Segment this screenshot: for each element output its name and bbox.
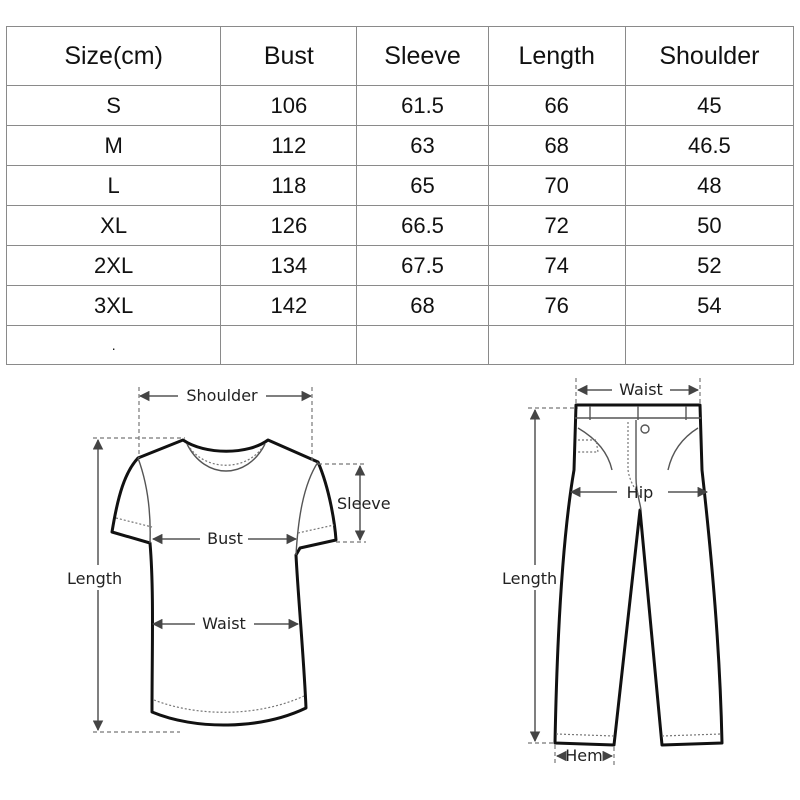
right-armhole-seam: [296, 462, 318, 555]
cell-bust: 106: [221, 86, 357, 126]
pants-outline: [555, 405, 722, 745]
sleeve-label: Sleeve: [337, 494, 391, 513]
cell-shoulder: 46.5: [625, 126, 793, 166]
right-sleeve-hem: [298, 525, 334, 533]
left-sleeve-hem: [116, 518, 152, 527]
header-size: Size(cm): [7, 27, 221, 86]
hem-label: Hem: [565, 746, 603, 765]
header-sleeve: Sleeve: [357, 27, 488, 86]
cell-sleeve: 68: [357, 286, 488, 326]
header-length: Length: [488, 27, 625, 86]
cell-length: 68: [488, 126, 625, 166]
cell-size: M: [7, 126, 221, 166]
cell-shoulder: 52: [625, 246, 793, 286]
cell-bust: 112: [221, 126, 357, 166]
bust-label: Bust: [207, 529, 243, 548]
hip-label: Hip: [626, 483, 654, 502]
pants-waist-label: Waist: [619, 380, 663, 399]
cell-size: 2XL: [7, 246, 221, 286]
left-armhole-seam: [138, 458, 150, 543]
shirt-waist-label: Waist: [202, 614, 246, 633]
cell-length: 76: [488, 286, 625, 326]
left-hem-stitch: [556, 734, 614, 736]
shirt-length-label: Length: [67, 569, 123, 588]
shoulder-label: Shoulder: [186, 386, 258, 405]
cell-bust: 142: [221, 286, 357, 326]
cell-shoulder: 50: [625, 206, 793, 246]
right-hem-stitch: [662, 734, 721, 736]
cell-length: 72: [488, 206, 625, 246]
cell-sleeve: 65: [357, 166, 488, 206]
empty-row-mark: .: [7, 326, 221, 365]
header-bust: Bust: [221, 27, 357, 86]
cell-length: 74: [488, 246, 625, 286]
cell-bust: 134: [221, 246, 357, 286]
cell-sleeve: 61.5: [357, 86, 488, 126]
cell-size: 3XL: [7, 286, 221, 326]
cell-length: 66: [488, 86, 625, 126]
pants-illustration: [555, 405, 722, 745]
cell-sleeve: 67.5: [357, 246, 488, 286]
cell-bust: 126: [221, 206, 357, 246]
cell-shoulder: 48: [625, 166, 793, 206]
cell-size: XL: [7, 206, 221, 246]
cell-shoulder: 45: [625, 86, 793, 126]
shirt-hem-stitch: [154, 696, 304, 712]
cell-shoulder: 54: [625, 286, 793, 326]
left-pocket: [578, 428, 612, 470]
cell-bust: 118: [221, 166, 357, 206]
cell-size: S: [7, 86, 221, 126]
left-coin-pocket: [578, 440, 598, 452]
cell-length: 70: [488, 166, 625, 206]
pants-length-label: Length: [502, 569, 558, 588]
waist-button: [641, 425, 649, 433]
cell-sleeve: 66.5: [357, 206, 488, 246]
cell-sleeve: 63: [357, 126, 488, 166]
right-pocket: [668, 428, 698, 470]
tshirt-illustration: [112, 440, 336, 725]
header-shoulder: Shoulder: [625, 27, 793, 86]
cell-size: L: [7, 166, 221, 206]
